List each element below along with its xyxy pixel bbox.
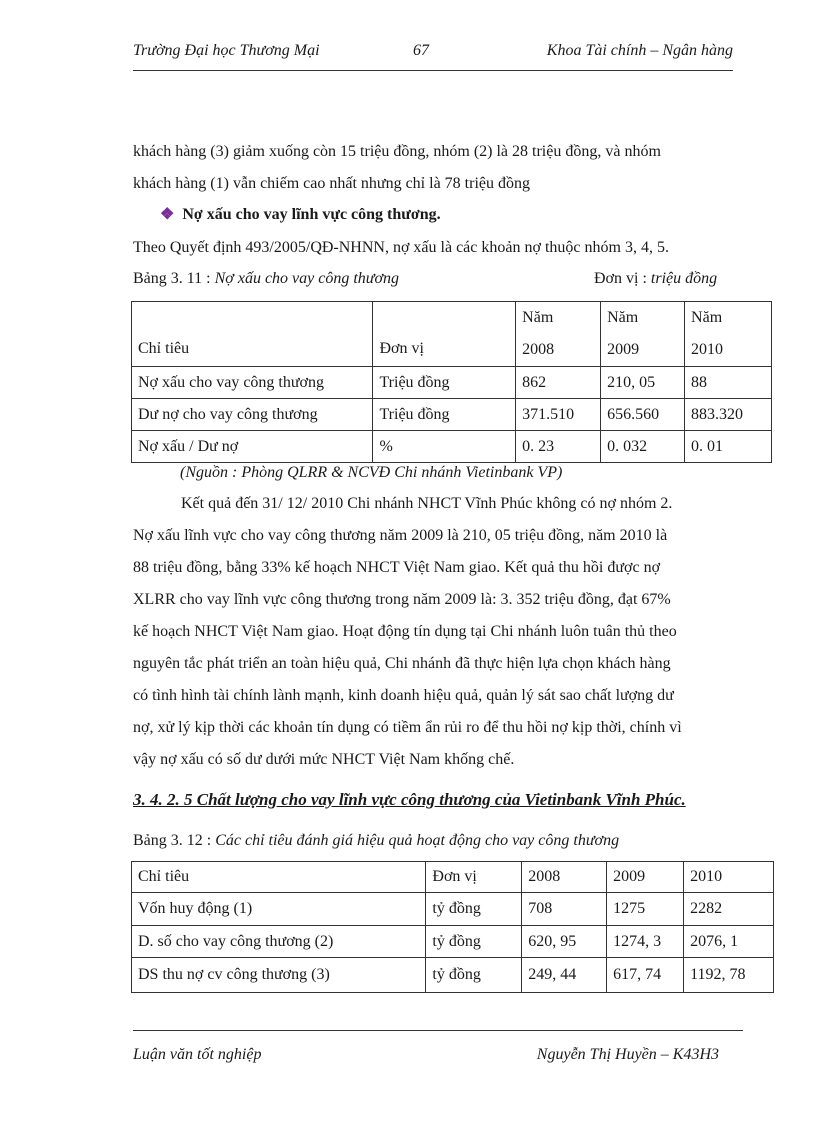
table-cell: tỷ đồng bbox=[426, 893, 522, 926]
table-row bbox=[132, 399, 772, 431]
header-year-value: 2010 bbox=[691, 341, 724, 358]
page-number: 67 bbox=[413, 42, 429, 59]
table-cell: 371.510 bbox=[516, 399, 601, 431]
table-cell: 2282 bbox=[684, 893, 774, 926]
page-header bbox=[133, 42, 733, 64]
header-cell-year bbox=[516, 302, 601, 367]
table-cell: 88 bbox=[685, 367, 772, 399]
text-line: khách hàng (1) vẫn chiếm cao nhất nhưng chỉ là 78 triệu đồng bbox=[133, 175, 530, 192]
table-row bbox=[132, 893, 774, 926]
footer-rule bbox=[133, 1030, 743, 1031]
table1-unit bbox=[594, 270, 717, 288]
table-cell: Nợ xấu cho vay công thương bbox=[132, 367, 373, 399]
unit-prefix: Đơn vị : bbox=[594, 270, 651, 287]
text-line: vậy nợ xấu có số dư dưới mức NHCT Việt Nam khống chế. bbox=[133, 751, 515, 768]
table-cell: 1274, 3 bbox=[607, 926, 684, 958]
table-cell: DS thu nợ cv công thương (3) bbox=[132, 958, 426, 993]
table-cell: 708 bbox=[522, 893, 607, 926]
table-cell: Dư nợ cho vay công thương bbox=[132, 399, 373, 431]
diamond-bullet-icon: ❖ bbox=[160, 206, 175, 223]
table2-caption-title: Các chỉ tiêu đánh giá hiệu quả hoạt động cho vay công thương bbox=[215, 832, 620, 849]
header-school: Trường Đại học Thương Mại bbox=[133, 42, 320, 59]
header-cell: Chỉ tiêu bbox=[132, 862, 426, 893]
table-header-row bbox=[132, 862, 774, 893]
table-lending-efficiency bbox=[131, 861, 774, 993]
table-row bbox=[132, 431, 772, 463]
header-faculty: Khoa Tài chính – Ngân hàng bbox=[546, 42, 733, 59]
bullet-heading bbox=[160, 204, 441, 224]
header-cell: 2010 bbox=[684, 862, 774, 893]
header-year-label: Năm bbox=[691, 309, 723, 326]
table-cell: 883.320 bbox=[685, 399, 772, 431]
table-cell: D. số cho vay công thương (2) bbox=[132, 926, 426, 958]
text-line: Nợ xấu lĩnh vực cho vay công thương năm 2009 là 210, 05 triệu đồng, năm 2010 là bbox=[133, 527, 668, 544]
table-row bbox=[132, 926, 774, 958]
table-cell: 656.560 bbox=[601, 399, 685, 431]
table-bad-debt bbox=[131, 301, 772, 463]
text-line: Theo Quyết định 493/2005/QĐ-NHNN, nợ xấu là các khoản nợ thuộc nhóm 3, 4, 5. bbox=[133, 239, 669, 256]
table-cell: 0. 032 bbox=[601, 431, 685, 463]
text-line: XLRR cho vay lĩnh vực công thương trong năm 2009 là: 3. 352 triệu đồng, đạt 67% bbox=[133, 591, 671, 608]
table-cell: 1192, 78 bbox=[684, 958, 774, 993]
table-cell: tỷ đồng bbox=[426, 926, 522, 958]
table-cell: Triệu đồng bbox=[373, 399, 516, 431]
intro-paragraph bbox=[133, 136, 731, 200]
body-paragraph bbox=[133, 488, 731, 776]
table1-caption bbox=[133, 270, 399, 288]
table-row bbox=[132, 958, 774, 993]
table-header-row bbox=[132, 302, 772, 367]
header-year-value: 2008 bbox=[522, 341, 555, 358]
table-cell: Vốn huy động (1) bbox=[132, 893, 426, 926]
table-row bbox=[132, 367, 772, 399]
table-cell: 210, 05 bbox=[601, 367, 685, 399]
table-cell: 0. 23 bbox=[516, 431, 601, 463]
table-cell: % bbox=[373, 431, 516, 463]
table1-source: (Nguồn : Phòng QLRR & NCVĐ Chi nhánh Vietinbank VP) bbox=[180, 464, 563, 481]
footer-thesis: Luận văn tốt nghiệp bbox=[133, 1046, 262, 1063]
header-cell: 2009 bbox=[607, 862, 684, 893]
table-cell: 862 bbox=[516, 367, 601, 399]
header-rule bbox=[133, 70, 733, 71]
text-line: khách hàng (3) giảm xuống còn 15 triệu đồng, nhóm (2) là 28 triệu đồng, và nhóm bbox=[133, 143, 661, 160]
footer-author: Nguyễn Thị Huyền – K43H3 bbox=[536, 1046, 719, 1063]
decision-paragraph bbox=[133, 232, 731, 264]
table2-caption-prefix: Bảng 3. 12 : bbox=[133, 832, 216, 849]
header-cell: 2008 bbox=[522, 862, 607, 893]
bullet-heading-text: Nợ xấu cho vay lĩnh vực công thương. bbox=[182, 206, 441, 223]
text-line: nợ, xử lý kịp thời các khoản tín dụng có tiềm ẩn rủi ro để thu hồi nợ kịp thời, chính vì bbox=[133, 719, 682, 736]
unit-value: triệu đồng bbox=[650, 270, 718, 287]
table1-caption-title: Nợ xấu cho vay công thương bbox=[214, 270, 400, 287]
table-cell: 2076, 1 bbox=[684, 926, 774, 958]
table-cell: 0. 01 bbox=[685, 431, 772, 463]
header-cell-year bbox=[601, 302, 685, 367]
table-cell: 617, 74 bbox=[607, 958, 684, 993]
header-cell-year bbox=[685, 302, 772, 367]
header-cell: Đơn vị bbox=[373, 302, 516, 367]
header-year-value: 2009 bbox=[607, 341, 640, 358]
text-line: Kết quả đến 31/ 12/ 2010 Chi nhánh NHCT Vĩnh Phúc không có nợ nhóm 2. bbox=[181, 495, 673, 512]
table-cell: Triệu đồng bbox=[373, 367, 516, 399]
header-year-label: Năm bbox=[522, 309, 554, 326]
table2-caption bbox=[133, 832, 619, 850]
page-footer bbox=[133, 1046, 731, 1068]
table-cell: Nợ xấu / Dư nợ bbox=[132, 431, 373, 463]
table-cell: 1275 bbox=[607, 893, 684, 926]
text-line: nguyên tắc phát triển an toàn hiệu quả, Chi nhánh đã thực hiện lựa chọn khách hàng bbox=[133, 655, 671, 672]
text-line: kế hoạch NHCT Việt Nam giao. Hoạt động tín dụng tại Chi nhánh luôn tuân thủ theo bbox=[133, 623, 677, 640]
section-title: 3. 4. 2. 5 Chất lượng cho vay lĩnh vực công thương của Vietinbank Vĩnh Phúc. bbox=[133, 790, 686, 809]
table1-caption-prefix: Bảng 3. 11 : bbox=[133, 270, 215, 287]
header-cell: Chỉ tiêu bbox=[132, 302, 373, 367]
text-line: 88 triệu đồng, bằng 33% kế hoạch NHCT Việt Nam giao. Kết quả thu hồi được nợ bbox=[133, 559, 661, 576]
table-cell: tỷ đồng bbox=[426, 958, 522, 993]
table-cell: 620, 95 bbox=[522, 926, 607, 958]
header-year-label: Năm bbox=[607, 309, 639, 326]
table-cell: 249, 44 bbox=[522, 958, 607, 993]
header-cell: Đơn vị bbox=[426, 862, 522, 893]
text-line: có tình hình tài chính lành mạnh, kinh doanh hiệu quả, quản lý sát sao chất lượng dư bbox=[133, 687, 674, 704]
